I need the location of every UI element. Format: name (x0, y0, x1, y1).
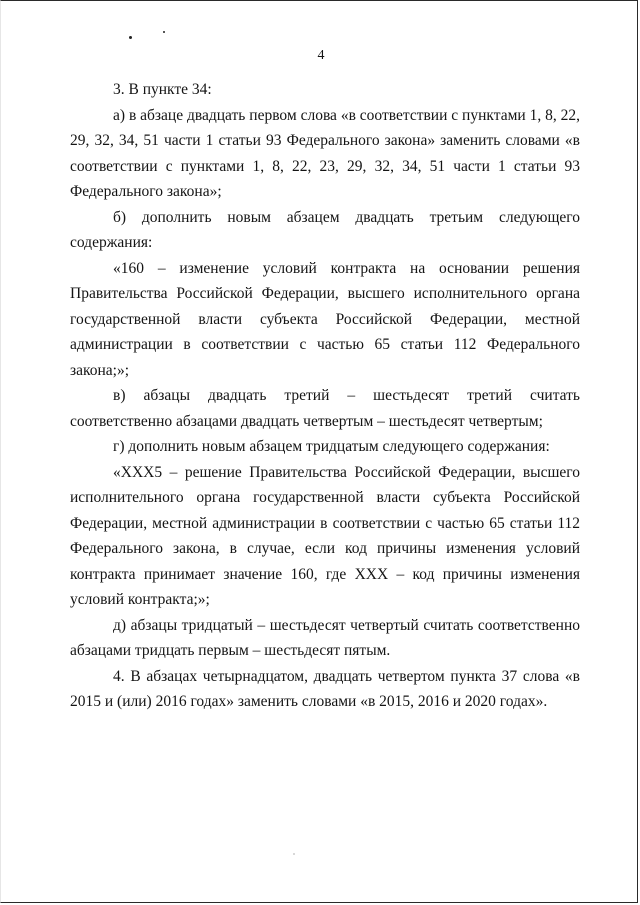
scan-speck (293, 853, 295, 855)
paragraph-quote-xxx5: «ХХХ5 – решение Правительства Российской Федерации, высшего исполнительного органа государственной власти субъекта Российской Федерации, местной администрации в соответствии с частью 65 статьи 112 Федерального закона, в случае, если код причины изменения условий контракта принимает значение 160, где ХХХ – код причины изменения условий контракта;»; (70, 463, 580, 608)
paragraph-subitem-g: г) дополнить новым абзацем тридцатым следующего содержания: (113, 438, 550, 455)
paragraph-item-3: 3. В пункте 34: (113, 81, 212, 98)
scan-speck (129, 36, 132, 39)
scan-speck (163, 31, 165, 33)
paragraph-subitem-v: в) абзацы двадцать третий – шестьдесят третий считать соответственно абзацами двадцать четвертым – шестьдесят четвертым; (70, 387, 580, 430)
paragraph-subitem-d: д) абзацы тридцатый – шестьдесят четвертый считать соответственно абзацами тридцать первым – шестьдесят пятым. (70, 616, 580, 659)
paragraph-subitem-b: б) дополнить новым абзацем двадцать третьим следующего содержания: (70, 208, 580, 251)
paragraph-subitem-a: а) в абзаце двадцать первом слова «в соответствии с пунктами 1, 8, 22, 29, 32, 34, 51 части 1 статьи 93 Федерального закона» заменить словами «в соответствии с пунктами 1, 8, 22, 23, 29, 32, 34, 51 части 1 статьи 93 Федерального закона»; (70, 106, 580, 200)
document-body (70, 77, 580, 715)
paragraph-quote-160: «160 – изменение условий контракта на основании решения Правительства Российской Федерации, высшего исполнительного органа государственной власти субъекта Российской Федерации, местной администрации в соответствии с частью 65 статьи 112 Федерального закона;»; (70, 259, 580, 379)
paragraph-item-4: 4. В абзацах четырнадцатом, двадцать четвертом пункта 37 слова «в 2015 и (или) 2016 годах» заменить словами «в 2015, 2016 и 2020 годах». (70, 667, 580, 710)
page-number: 4 (317, 48, 325, 63)
